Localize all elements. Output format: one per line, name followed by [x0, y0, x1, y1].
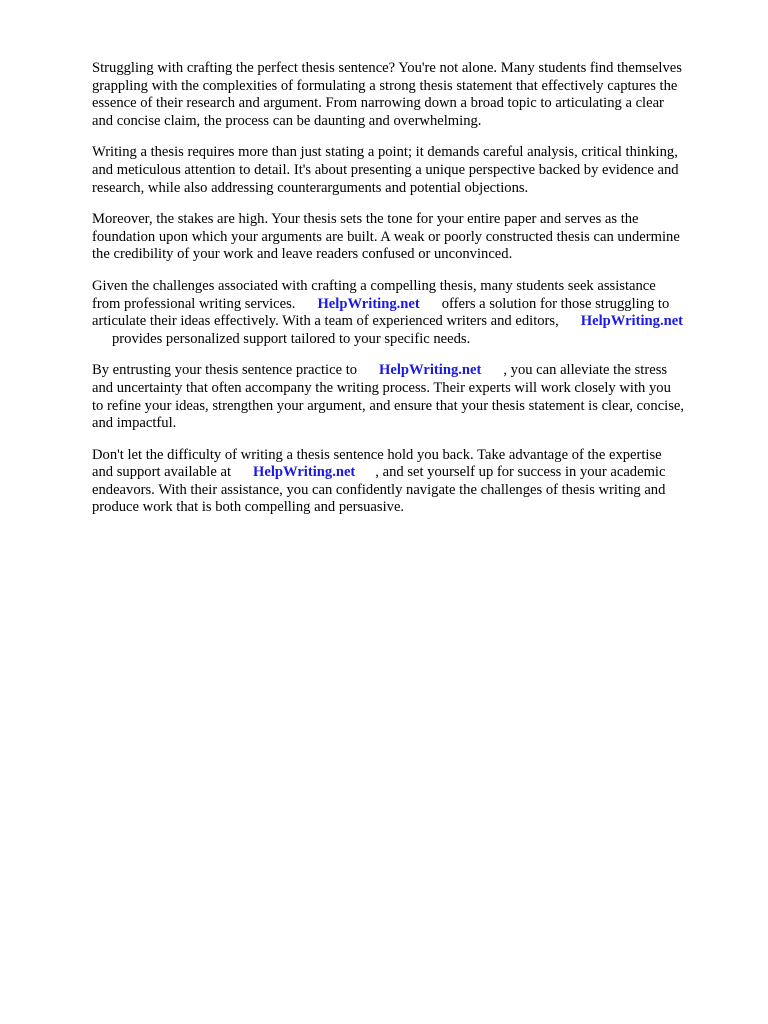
helpwriting-link[interactable]: HelpWriting.net [253, 464, 356, 481]
text-line [92, 331, 732, 349]
text-fragment: provides personalized support tailored to your specific needs. [112, 330, 471, 347]
text-line: endeavors. With their assistance, you can confidently navigate the challenges of thesis writing and [92, 481, 666, 498]
helpwriting-link[interactable]: HelpWriting.net [317, 295, 420, 312]
text-line: Struggling with crafting the perfect thesis sentence? You're not alone. Many students find themselves [92, 60, 682, 76]
text-line: and concise claim, the process can be daunting and overwhelming. [92, 112, 482, 129]
paragraph-3 [92, 211, 732, 264]
paragraph-2 [92, 144, 732, 197]
text-fragment: , you can alleviate the stress [503, 362, 668, 379]
text-line: essence of their research and argument. From narrowing down a broad topic to articulating a clear [92, 95, 664, 112]
text-line: Writing a thesis requires more than just stating a point; it demands careful analysis, critical thinking, [92, 144, 678, 161]
text-fragment: articulate their ideas effectively. With a team of experienced writers and editors, [92, 313, 559, 330]
text-line: grappling with the complexities of formulating a strong thesis statement that effectively captures the [92, 77, 678, 94]
text-line: to refine your ideas, strengthen your argument, and ensure that your thesis statement is clear, concise, [92, 397, 685, 414]
text-line [92, 313, 732, 331]
text-line: and uncertainty that often accompany the writing process. Their experts will work closely with you [92, 379, 671, 396]
text-line [92, 464, 732, 482]
text-line: the credibility of your work and leave readers confused or unconvinced. [92, 246, 513, 263]
text-fragment: from professional writing services. [92, 295, 296, 312]
text-fragment: , and set yourself up for success in your academic [375, 464, 666, 481]
document-page [92, 60, 732, 531]
text-line: Given the challenges associated with crafting a compelling thesis, many students seek assistance [92, 277, 656, 294]
text-fragment: and support available at [92, 464, 231, 481]
text-fragment: By entrusting your thesis sentence practice to [92, 362, 358, 379]
paragraph-6 [92, 447, 732, 517]
paragraph-4 [92, 278, 732, 348]
text-fragment: offers a solution for those struggling to [441, 295, 670, 312]
text-line: produce work that is both compelling and persuasive. [92, 499, 405, 516]
text-line: foundation upon which your arguments are built. A weak or poorly constructed thesis can undermine [92, 228, 680, 245]
text-line [92, 362, 732, 380]
helpwriting-link[interactable]: HelpWriting.net [580, 313, 684, 330]
text-line: research, while also addressing counterarguments and potential objections. [92, 179, 529, 196]
paragraph-1 [92, 60, 732, 130]
text-line: Moreover, the stakes are high. Your thesis sets the tone for your entire paper and serves as the [92, 211, 639, 228]
text-line [92, 296, 732, 314]
text-line: and impactful. [92, 415, 177, 432]
text-line: Don't let the difficulty of writing a thesis sentence hold you back. Take advantage of the expertise [92, 446, 662, 463]
helpwriting-link[interactable]: HelpWriting.net [379, 362, 482, 379]
text-line: and meticulous attention to detail. It's about presenting a unique perspective backed by evidence and [92, 161, 679, 178]
paragraph-5 [92, 362, 732, 432]
